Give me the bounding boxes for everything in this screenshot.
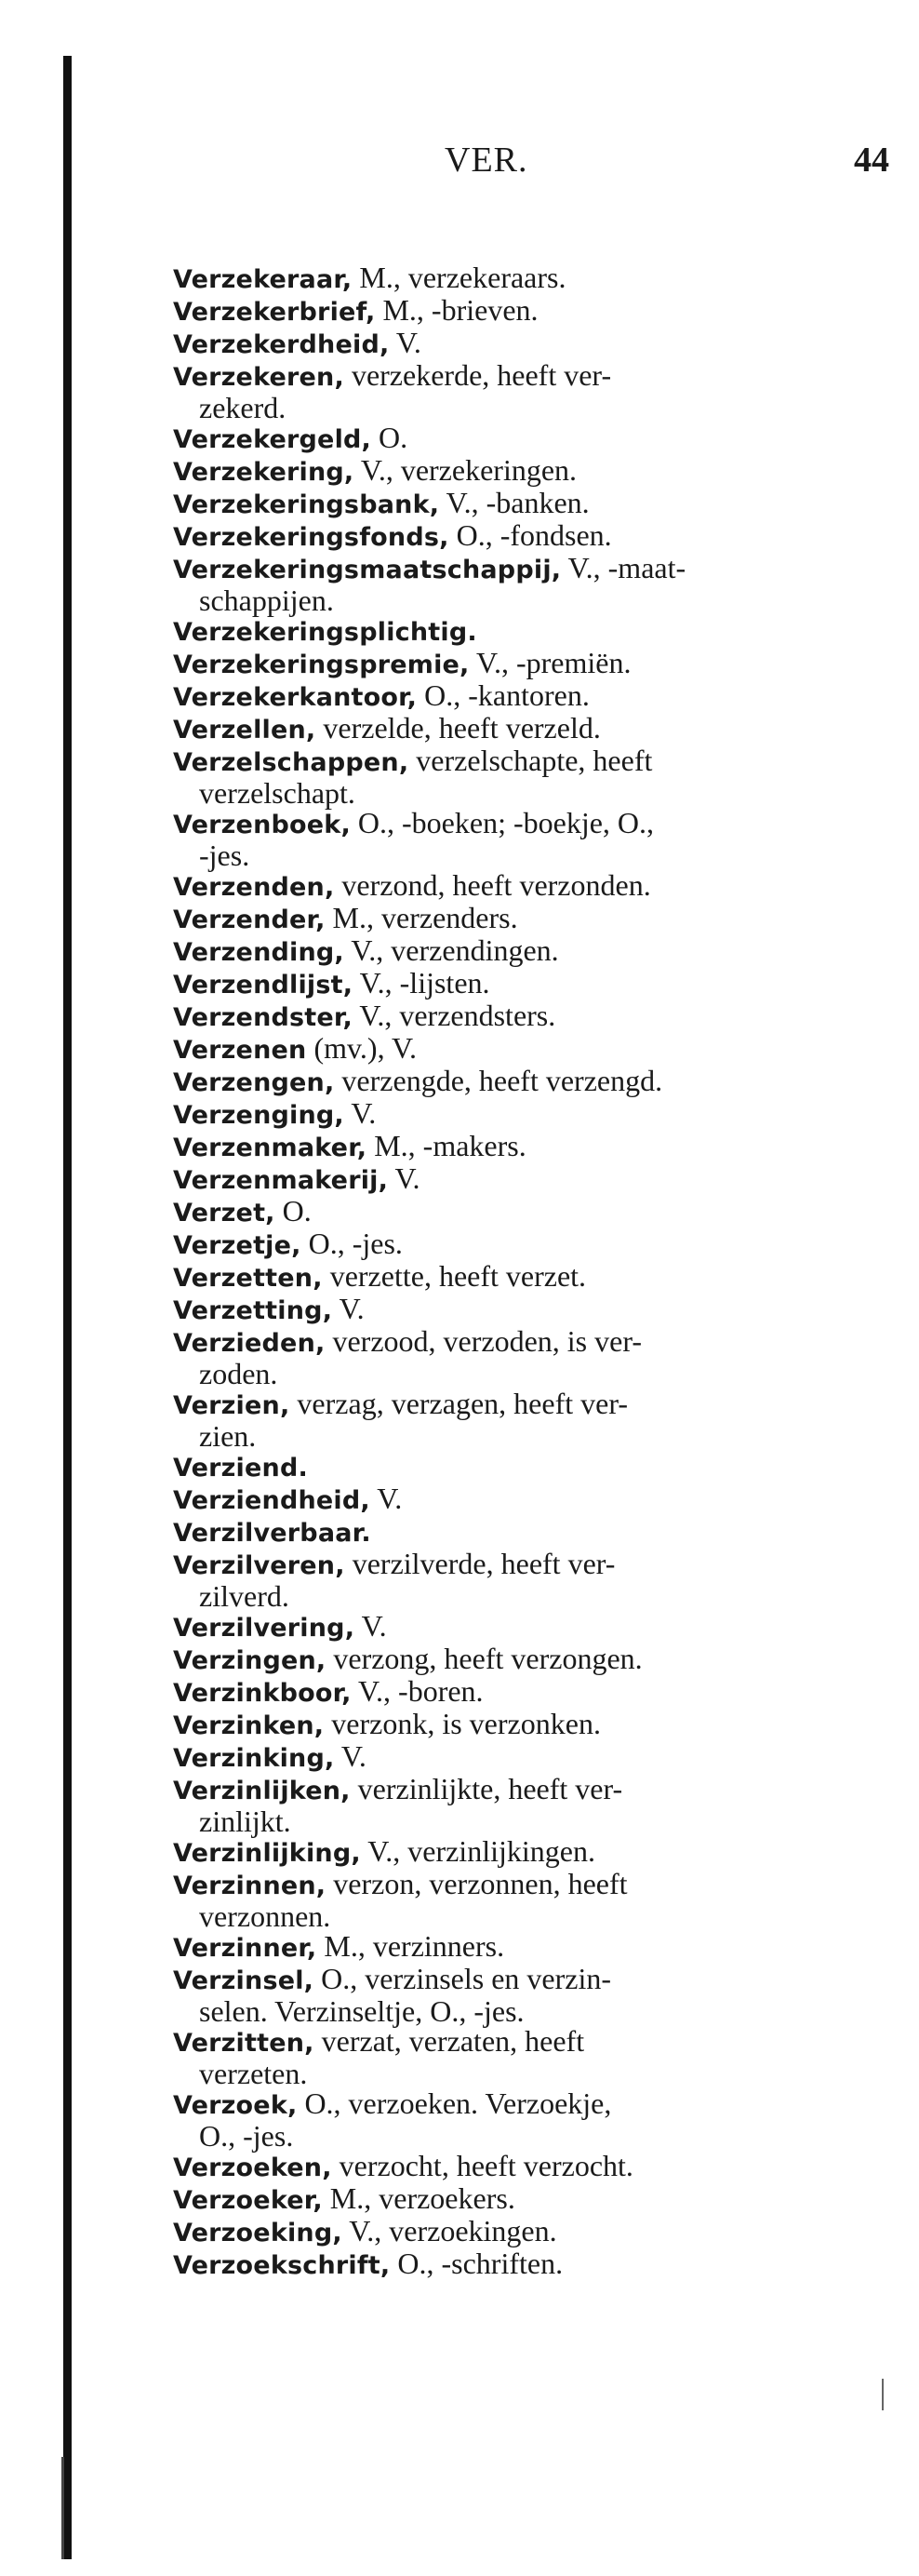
dictionary-entry bbox=[173, 648, 865, 680]
entry-definition: V., -maat- bbox=[561, 551, 686, 584]
entry-definition: O. bbox=[371, 421, 408, 454]
entry-continuation: zoden. bbox=[199, 1357, 278, 1390]
entry-definition: V., -premiën. bbox=[469, 646, 632, 679]
entry-headword: Verzekeringsplichtig. bbox=[173, 618, 477, 647]
dictionary-entry bbox=[173, 1676, 865, 1709]
entry-headword: Verzenmaker, bbox=[173, 1134, 367, 1162]
dictionary-entry bbox=[173, 520, 865, 553]
entry-definition: V., verzendsters. bbox=[352, 999, 556, 1032]
dictionary-entry bbox=[173, 1709, 865, 1741]
dictionary-entry bbox=[173, 1549, 865, 1611]
entry-definition: O., -jes. bbox=[300, 1227, 403, 1260]
entry-headword: Verzekeringsfonds, bbox=[173, 523, 449, 552]
page-number: 44 bbox=[854, 141, 889, 180]
entry-headword: Verzinlijken, bbox=[173, 1777, 351, 1805]
entry-definition: V., -banken. bbox=[439, 486, 590, 519]
entry-continuation: zekerd. bbox=[199, 391, 286, 424]
dictionary-entry bbox=[173, 808, 865, 870]
dictionary-entry bbox=[173, 262, 865, 295]
entry-headword: Verzetting, bbox=[173, 1296, 333, 1325]
entry-definition: verzengde, heeft verzengd. bbox=[334, 1064, 663, 1097]
entry-continuation: selen. Verzinseltje, O., -jes. bbox=[199, 1994, 525, 2028]
dictionary-entry bbox=[173, 903, 865, 935]
entry-definition: V. bbox=[388, 1161, 420, 1195]
page-spine-shadow bbox=[63, 56, 72, 2559]
entry-definition: O. bbox=[274, 1194, 312, 1228]
dictionary-entry bbox=[173, 488, 865, 520]
entry-headword: Verzendster, bbox=[173, 1003, 353, 1032]
entry-definition: verzonk, is verzonken. bbox=[324, 1707, 601, 1740]
dictionary-entry bbox=[173, 1389, 865, 1451]
entry-definition: V., verzoekingen. bbox=[341, 2214, 557, 2247]
dictionary-entry bbox=[173, 1196, 865, 1228]
dictionary-entry bbox=[173, 328, 865, 360]
entry-headword: Verzinken, bbox=[173, 1711, 325, 1740]
entry-definition: V., verzendingen. bbox=[343, 933, 559, 967]
dictionary-entry bbox=[173, 423, 865, 455]
dictionary-entry bbox=[173, 1066, 865, 1098]
entry-definition: verzette, heeft verzet. bbox=[322, 1259, 587, 1293]
entry-definition: verzelde, heeft verzeld. bbox=[315, 711, 601, 745]
dictionary-entry bbox=[173, 615, 865, 648]
running-head: VER. bbox=[445, 141, 528, 180]
dictionary-entry bbox=[173, 1931, 865, 1964]
entry-headword: Verzoeken, bbox=[173, 2153, 332, 2182]
entry-headword: Verzending, bbox=[173, 938, 344, 967]
dictionary-entry bbox=[173, 1483, 865, 1516]
entry-definition: verzond, heeft verzonden. bbox=[334, 868, 651, 902]
dictionary-entry bbox=[173, 2151, 865, 2183]
entry-continuation: O., -jes. bbox=[199, 2119, 294, 2153]
entry-headword: Verzingen, bbox=[173, 1646, 326, 1675]
dictionary-entry bbox=[173, 935, 865, 968]
entry-definition: verzocht, heeft verzocht. bbox=[331, 2149, 633, 2182]
dictionary-entry bbox=[173, 360, 865, 423]
entry-headword: Verzinnen, bbox=[173, 1872, 326, 1900]
entry-definition: V., -boren. bbox=[351, 1674, 484, 1708]
entry-definition: V., verzinlijkingen. bbox=[360, 1834, 595, 1868]
dictionary-entries bbox=[173, 262, 865, 2281]
entry-definition: verzood, verzoden, is ver- bbox=[325, 1324, 642, 1358]
dictionary-entry bbox=[173, 1294, 865, 1326]
entry-definition: (mv.), V. bbox=[306, 1031, 417, 1065]
entry-headword: Verzieden, bbox=[173, 1329, 326, 1358]
entry-definition: verzinlijkte, heeft ver- bbox=[350, 1772, 623, 1805]
dictionary-entry bbox=[173, 1869, 865, 1931]
dictionary-entry bbox=[173, 1774, 865, 1836]
entry-definition: V. bbox=[332, 1292, 365, 1325]
entry-headword: Verzekerdheid, bbox=[173, 330, 390, 359]
entry-headword: Verzekeringsmaatschappij, bbox=[173, 556, 562, 584]
entry-headword: Verzoek, bbox=[173, 2091, 298, 2120]
entry-headword: Verzekeraar, bbox=[173, 265, 353, 294]
entry-headword: Verzoeking, bbox=[173, 2219, 342, 2247]
entry-headword: Verzekerkantoor, bbox=[173, 683, 418, 712]
entry-headword: Verzitten, bbox=[173, 2029, 314, 2058]
entry-headword: Verzenging, bbox=[173, 1101, 344, 1130]
entry-definition: verzekerde, heeft ver- bbox=[343, 358, 612, 392]
entry-headword: Verzendlijst, bbox=[173, 971, 353, 1000]
entry-definition: M., verzinners. bbox=[316, 1929, 505, 1963]
dictionary-entry bbox=[173, 2183, 865, 2216]
entry-definition: M., verzekeraars. bbox=[352, 261, 566, 294]
entry-definition: verzag, verzagen, heeft ver- bbox=[289, 1387, 628, 1420]
entry-definition: verzilverde, heeft ver- bbox=[344, 1547, 616, 1580]
entry-definition: V. bbox=[354, 1609, 387, 1643]
entry-definition: verzon, verzonnen, heeft bbox=[326, 1867, 628, 1900]
dictionary-entry bbox=[173, 1741, 865, 1774]
dictionary-entry bbox=[173, 2216, 865, 2248]
entry-headword: Verzinlijking, bbox=[173, 1839, 361, 1868]
entry-headword: Verzenmakerij, bbox=[173, 1166, 389, 1195]
dictionary-entry bbox=[173, 1033, 865, 1066]
entry-headword: Verzekeren, bbox=[173, 363, 344, 392]
dictionary-entry bbox=[173, 1131, 865, 1163]
entry-definition: verzong, heeft verzongen. bbox=[326, 1642, 643, 1675]
entry-definition: M., verzoekers. bbox=[322, 2181, 515, 2215]
dictionary-entry bbox=[173, 2088, 865, 2151]
entry-headword: Verzekerbrief, bbox=[173, 298, 376, 327]
entry-continuation: verzonnen. bbox=[199, 1899, 331, 1933]
entry-continuation: -jes. bbox=[199, 839, 250, 872]
entry-headword: Verzet, bbox=[173, 1199, 275, 1228]
entry-definition: O., -fondsen. bbox=[448, 518, 612, 552]
page-spine-tail bbox=[61, 2457, 64, 2559]
entry-definition: M., -brieven. bbox=[375, 293, 539, 327]
dictionary-entry bbox=[173, 1163, 865, 1196]
entry-headword: Verzilveren, bbox=[173, 1551, 345, 1580]
entry-continuation: verzelschapt. bbox=[199, 776, 355, 810]
entry-definition: M., -makers. bbox=[366, 1129, 526, 1162]
entry-definition: V. bbox=[343, 1096, 377, 1130]
entry-headword: Verzenden, bbox=[173, 873, 335, 902]
entry-headword: Verziend. bbox=[173, 1454, 308, 1483]
entry-definition: V., -lijsten. bbox=[353, 966, 490, 1000]
entry-headword: Verzenboek, bbox=[173, 811, 351, 839]
entry-definition: V. bbox=[334, 1739, 366, 1773]
entry-headword: Verzoeker, bbox=[173, 2186, 323, 2215]
entry-headword: Verzengen, bbox=[173, 1068, 335, 1097]
dictionary-entry bbox=[173, 553, 865, 615]
entry-headword: Verzinner, bbox=[173, 1934, 317, 1963]
entry-headword: Verzetje, bbox=[173, 1231, 301, 1260]
entry-headword: Verzekeringspremie, bbox=[173, 651, 470, 679]
dictionary-entry bbox=[173, 1228, 865, 1261]
dictionary-entry bbox=[173, 1451, 865, 1483]
dictionary-entry bbox=[173, 680, 865, 713]
entry-headword: Verzekergeld, bbox=[173, 425, 372, 454]
page-header bbox=[0, 140, 919, 195]
entry-headword: Verzender, bbox=[173, 906, 326, 934]
entry-continuation: verzeten. bbox=[199, 2057, 308, 2090]
dictionary-entry bbox=[173, 455, 865, 488]
entry-definition: verzelschapte, heeft bbox=[408, 744, 653, 777]
dictionary-entry bbox=[173, 968, 865, 1000]
dictionary-entry bbox=[173, 1000, 865, 1033]
entry-continuation: zinlijkt. bbox=[199, 1805, 291, 1838]
entry-definition: V. bbox=[389, 326, 421, 359]
entry-headword: Verzinsel, bbox=[173, 1966, 314, 1995]
entry-continuation: zilverd. bbox=[199, 1579, 289, 1613]
dictionary-entry bbox=[173, 295, 865, 328]
dictionary-entry bbox=[173, 1261, 865, 1294]
entry-headword: Verzekering, bbox=[173, 458, 354, 487]
dictionary-entry bbox=[173, 1836, 865, 1869]
entry-headword: Verzetten, bbox=[173, 1264, 323, 1293]
entry-continuation: zien. bbox=[199, 1419, 257, 1453]
dictionary-entry bbox=[173, 1326, 865, 1389]
entry-definition: O., -boeken; -boekje, O., bbox=[350, 806, 655, 839]
entry-definition: M., verzenders. bbox=[325, 901, 518, 934]
entry-definition: O., -kantoren. bbox=[417, 678, 590, 712]
entry-headword: Verzilvering, bbox=[173, 1614, 355, 1643]
dictionary-entry bbox=[173, 713, 865, 745]
dictionary-entry bbox=[173, 1611, 865, 1644]
entry-definition: O., -schriften. bbox=[390, 2247, 564, 2280]
margin-mark bbox=[882, 2379, 884, 2410]
entry-definition: V., verzekeringen. bbox=[353, 453, 578, 487]
entry-headword: Verzenen bbox=[173, 1036, 307, 1065]
entry-headword: Verzilverbaar. bbox=[173, 1519, 371, 1548]
entry-headword: Verzien, bbox=[173, 1391, 290, 1420]
dictionary-entry bbox=[173, 1516, 865, 1549]
dictionary-entry bbox=[173, 745, 865, 808]
dictionary-entry bbox=[173, 1964, 865, 2026]
entry-headword: Verzoekschrift, bbox=[173, 2251, 391, 2280]
entry-headword: Verzelschappen, bbox=[173, 748, 409, 777]
dictionary-entry bbox=[173, 2248, 865, 2281]
entry-definition: verzat, verzaten, heeft bbox=[313, 2024, 585, 2058]
dictionary-entry bbox=[173, 1644, 865, 1676]
dictionary-entry bbox=[173, 2026, 865, 2088]
entry-headword: Verzinkboor, bbox=[173, 1679, 352, 1708]
entry-continuation: schappijen. bbox=[199, 584, 334, 617]
entry-headword: Verzekeringsbank, bbox=[173, 490, 440, 519]
entry-headword: Verzinking, bbox=[173, 1744, 335, 1773]
entry-headword: Verzellen, bbox=[173, 716, 316, 745]
entry-definition: V. bbox=[369, 1482, 403, 1515]
entry-definition: O., verzoeken. Verzoekje, bbox=[297, 2086, 612, 2120]
entry-headword: Verziendheid, bbox=[173, 1486, 370, 1515]
entry-definition: O., verzinsels en verzin- bbox=[313, 1962, 612, 1995]
dictionary-entry bbox=[173, 870, 865, 903]
dictionary-entry bbox=[173, 1098, 865, 1131]
